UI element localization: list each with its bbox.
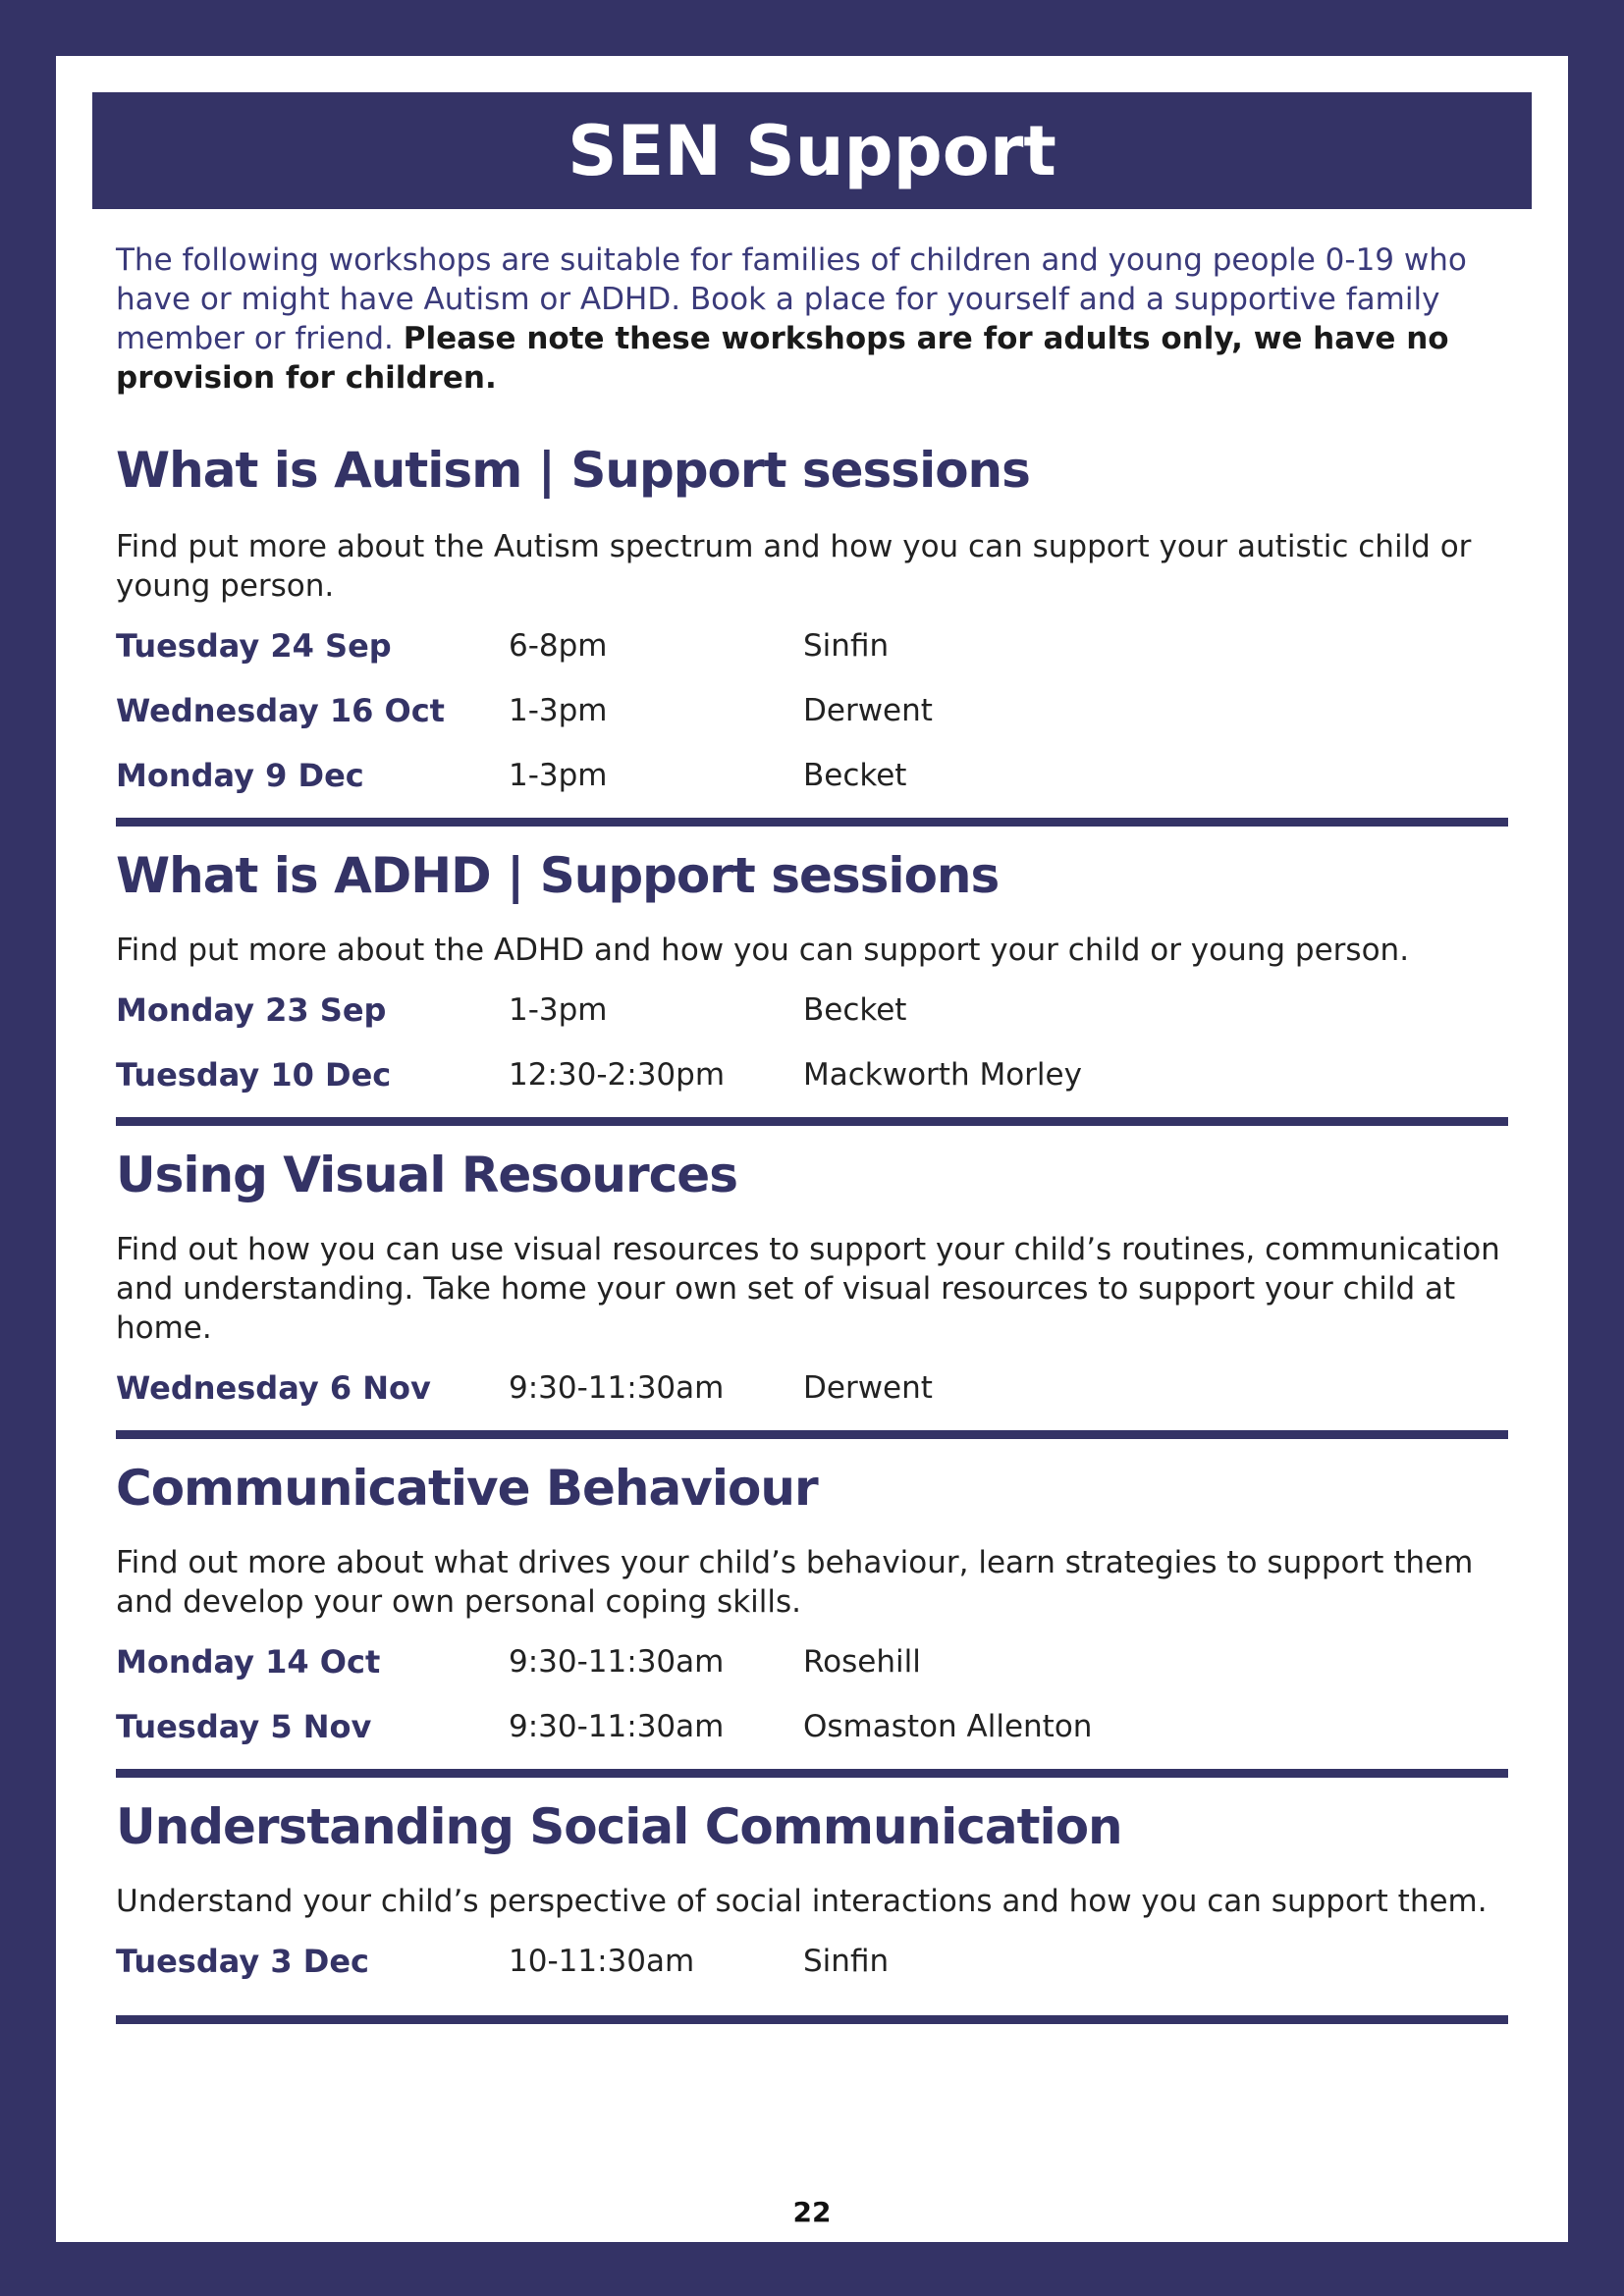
section-divider xyxy=(116,1430,1508,1439)
session-row xyxy=(116,1694,1508,1759)
section-heading: Communicative Behaviour xyxy=(116,1460,818,1517)
session-time: 12:30-2:30pm xyxy=(509,1057,726,1093)
session-place: Derwent xyxy=(803,1370,933,1406)
session-time: 9:30-11:30am xyxy=(509,1370,725,1406)
section-divider xyxy=(116,2015,1508,2024)
content xyxy=(116,240,1508,2024)
session-place: Derwent xyxy=(803,693,933,728)
section-social-communication xyxy=(116,1797,1508,2024)
page-number: 22 xyxy=(792,2196,832,2228)
section-description: Find out more about what drives your child’s behaviour, learn strategies to support them and develop your own personal coping skills. xyxy=(116,1545,1474,1620)
section-visual-resources xyxy=(116,1146,1508,1439)
section-divider xyxy=(116,818,1508,827)
section-adhd xyxy=(116,846,1508,1126)
intro-note: Please note these workshops are for adults only, we have no provision for children. xyxy=(116,321,1449,396)
session-day: Tuesday 10 Dec xyxy=(116,1056,392,1094)
section-divider xyxy=(116,1117,1508,1126)
session-time: 1-3pm xyxy=(509,693,608,728)
session-day: Monday 23 Sep xyxy=(116,991,387,1029)
session-day: Wednesday 16 Oct xyxy=(116,692,445,729)
session-row xyxy=(116,1356,1508,1420)
session-row xyxy=(116,1042,1508,1107)
section-description: Find out how you can use visual resources to support your child’s routines, communication and understanding. Take home your own set of visual resources to support your child at home. xyxy=(116,1232,1500,1346)
session-place: Mackworth Morley xyxy=(803,1057,1082,1093)
session-row xyxy=(116,1929,1508,1994)
session-place: Becket xyxy=(803,758,907,793)
session-place: Rosehill xyxy=(803,1644,921,1680)
session-time: 10-11:30am xyxy=(509,1944,695,1979)
session-day: Monday 14 Oct xyxy=(116,1643,381,1681)
session-time: 9:30-11:30am xyxy=(509,1644,725,1680)
section-heading: What is ADHD | Support sessions xyxy=(116,847,1000,904)
section-description: Understand your child’s perspective of social interactions and how you can support them. xyxy=(116,1884,1488,1919)
session-place: Sinfin xyxy=(803,1944,890,1979)
page xyxy=(56,56,1568,2242)
session-place: Becket xyxy=(803,992,907,1028)
title-banner xyxy=(92,92,1532,209)
section-heading: Using Visual Resources xyxy=(116,1147,737,1203)
session-time: 6-8pm xyxy=(509,628,608,664)
page-title: SEN Support xyxy=(568,110,1056,191)
intro-paragraph xyxy=(116,240,1508,398)
session-day: Tuesday 3 Dec xyxy=(116,1943,369,1980)
section-description: Find put more about the ADHD and how you can support your child or young person. xyxy=(116,933,1410,968)
intro-text: The following workshops are suitable for families of children and young people 0-19 who have or might have Autism or ADHD. Book a place for yourself and a supportive family member or friend. xyxy=(116,242,1467,356)
session-day: Tuesday 24 Sep xyxy=(116,627,392,665)
session-row xyxy=(116,614,1508,678)
session-time: 1-3pm xyxy=(509,758,608,793)
session-row xyxy=(116,978,1508,1042)
session-row xyxy=(116,678,1508,743)
session-place: Sinfin xyxy=(803,628,890,664)
section-heading: Understanding Social Communication xyxy=(116,1798,1122,1855)
section-autism xyxy=(116,441,1508,827)
session-day: Tuesday 5 Nov xyxy=(116,1708,372,1745)
session-time: 9:30-11:30am xyxy=(509,1709,725,1744)
session-place: Osmaston Allenton xyxy=(803,1709,1093,1744)
session-row xyxy=(116,743,1508,808)
session-row xyxy=(116,1629,1508,1694)
session-day: Monday 9 Dec xyxy=(116,757,364,794)
section-divider xyxy=(116,1769,1508,1778)
section-communicative-behaviour xyxy=(116,1459,1508,1778)
session-day: Wednesday 6 Nov xyxy=(116,1369,431,1407)
section-description: Find put more about the Autism spectrum and how you can support your autistic child or young person. xyxy=(116,529,1472,604)
session-time: 1-3pm xyxy=(509,992,608,1028)
section-heading: What is Autism | Support sessions xyxy=(116,442,1030,499)
